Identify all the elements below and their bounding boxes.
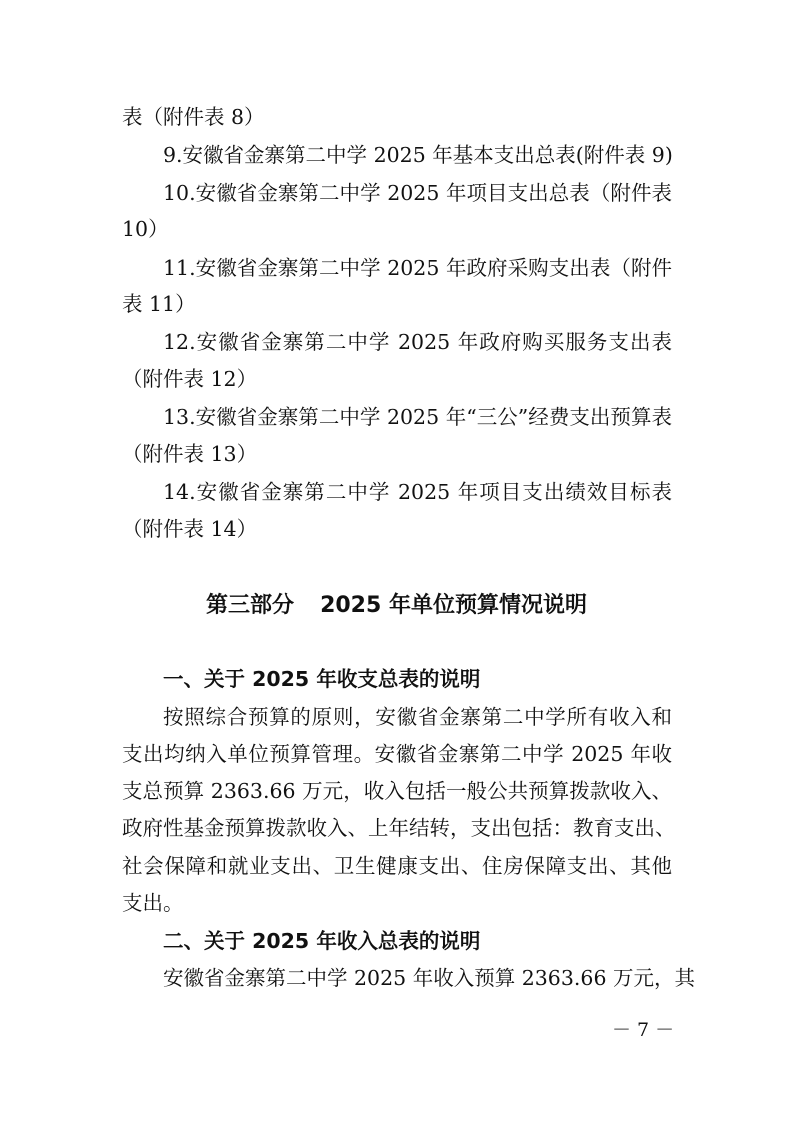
text-line: 9.安徽省金寨第二中学 2025 年基本支出总表(附件表 9) bbox=[163, 143, 673, 167]
text-line: 13.安徽省金寨第二中学 2025 年“三公”经费支出预算表 bbox=[163, 405, 672, 429]
paragraph-line: 支总预算 2363.66 万元，收入包括一般公共预算拨款收入、 bbox=[122, 779, 672, 803]
text-line: （附件表 13） bbox=[122, 442, 258, 466]
subsection-heading: 一、关于 2025 年收支总表的说明 bbox=[163, 667, 481, 691]
text-line: 表 11） bbox=[122, 292, 196, 316]
page-number: － 7 － bbox=[612, 1019, 675, 1041]
text-line: 10.安徽省金寨第二中学 2025 年项目支出总表（附件表 bbox=[163, 181, 672, 205]
text-line: 12.安徽省金寨第二中学 2025 年政府购买服务支出表 bbox=[163, 330, 672, 354]
section-heading bbox=[0, 590, 793, 622]
paragraph-line: 支出。 bbox=[122, 891, 184, 915]
subsection-heading: 二、关于 2025 年收入总表的说明 bbox=[163, 929, 481, 953]
paragraph-line: 社会保障和就业支出、卫生健康支出、住房保障支出、其他 bbox=[122, 854, 672, 878]
paragraph-line: 按照综合预算的原则，安徽省金寨第二中学所有收入和 bbox=[163, 705, 672, 729]
paragraph-line: 政府性基金预算拨款收入、上年结转，支出包括：教育支出、 bbox=[122, 816, 676, 840]
section-title: 2025 年单位预算情况说明 bbox=[320, 593, 587, 618]
text-line: （附件表 12） bbox=[122, 367, 258, 391]
paragraph-line: 安徽省金寨第二中学 2025 年收入预算 2363.66 万元，其 bbox=[163, 966, 696, 990]
text-line: 10） bbox=[122, 217, 169, 241]
paragraph-line: 支出均纳入单位预算管理。安徽省金寨第二中学 2025 年收 bbox=[122, 742, 672, 766]
text-line: 表（附件表 8） bbox=[122, 105, 265, 129]
text-line: （附件表 14） bbox=[122, 517, 258, 541]
section-part-label: 第三部分 bbox=[206, 593, 295, 618]
text-line: 14.安徽省金寨第二中学 2025 年项目支出绩效目标表 bbox=[163, 480, 672, 504]
text-line: 11.安徽省金寨第二中学 2025 年政府采购支出表（附件 bbox=[163, 256, 672, 280]
